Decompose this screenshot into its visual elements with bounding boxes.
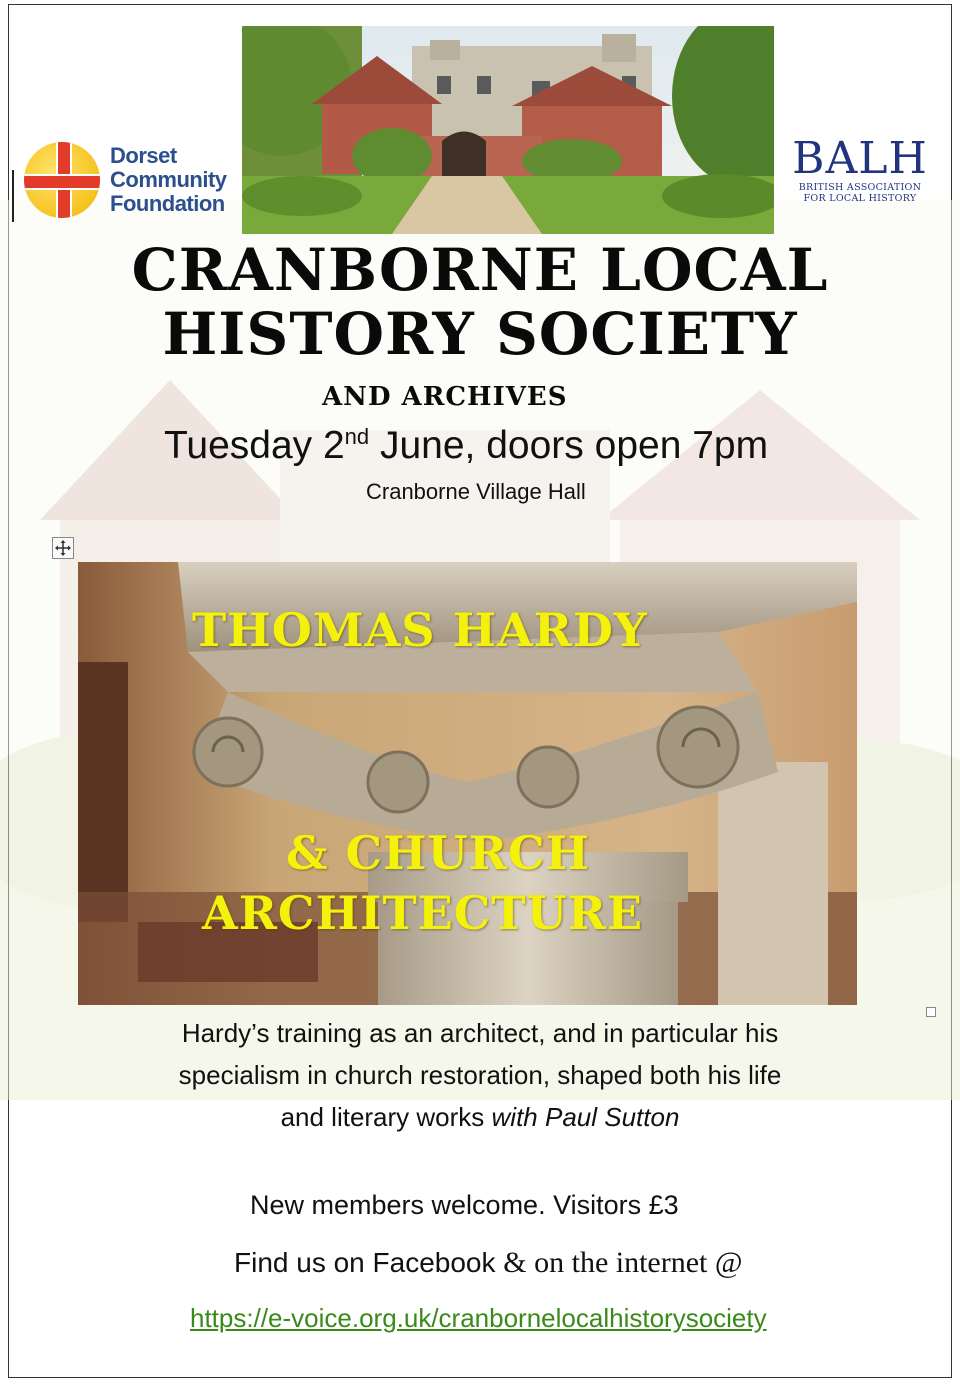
dorset-cross-icon [24,142,100,218]
balh-logo [776,133,944,212]
dcf-line-1: Dorset [110,143,177,168]
find-us-prefix: Find us on Facebook [234,1247,504,1278]
resize-handle[interactable] [926,1007,936,1017]
description-line-3 [90,1096,870,1138]
manor-house-photo [242,26,774,234]
date-prefix: Tuesday 2 [164,424,345,467]
title-line-1: CRANBORNE LOCAL [131,236,829,304]
dorset-community-foundation-logo [12,140,237,222]
balh-line-2: FOR LOCAL HISTORY [803,193,917,204]
talk-title-line-2: & CHURCH [286,826,591,880]
description-line-1: Hardy’s training as an architect, and in particular his [181,1018,779,1048]
title-line-2: HISTORY SOCIETY [162,300,798,368]
table-move-handle[interactable] [52,537,74,559]
talk-title-line-3: ARCHITECTURE [202,886,644,940]
date-suffix: June, doors open 7pm [369,424,769,467]
event-date [164,424,768,468]
talk-title-line-1: THOMAS HARDY [192,603,648,657]
balh-line-1: BRITISH ASSOCIATION [798,182,922,193]
dcf-line-2: Community [110,167,227,192]
date-ordinal: nd [344,424,370,449]
dcf-line-3: Foundation [110,191,225,216]
move-icon [53,538,73,558]
page-title [60,238,900,366]
find-us-note [234,1246,743,1280]
website-link[interactable]: https://e-voice.org.uk/cranbornelocalhistorysociety [190,1303,767,1333]
description-line-2: specialism in church restoration, shaped both his life [178,1060,782,1090]
speaker-credit: with Paul Sutton [491,1102,680,1132]
find-us-suffix: & on the internet @ [503,1246,743,1279]
balh-mark: BALH [792,133,928,184]
subtitle: AND ARCHIVES [322,382,568,412]
membership-note: New members welcome. Visitors £3 [250,1190,679,1220]
talk-description [90,1012,870,1138]
description-line-3-text: and literary works [280,1102,492,1132]
event-venue: Cranborne Village Hall [366,479,586,504]
